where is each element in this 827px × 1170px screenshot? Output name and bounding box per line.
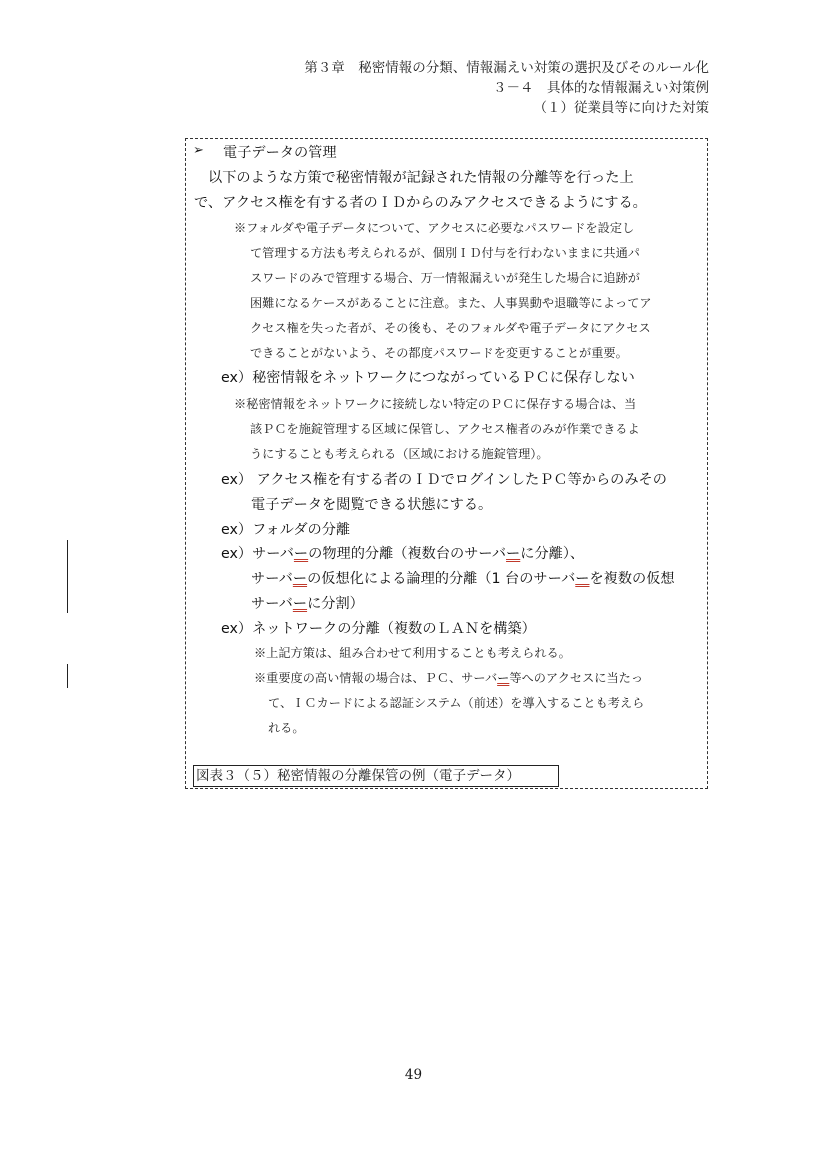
- example-item: ex） アクセス権を有する者のＩＤでログインしたＰＣ等からのみその: [221, 472, 667, 488]
- note-line: うにすることも考えられる（区域における施錠管理）。: [250, 447, 549, 461]
- revised-char: ー: [575, 571, 590, 587]
- example-item-continued: 電子データを閲覧できる状態にする。: [251, 497, 493, 513]
- note-line: て管理する方法も考えられるが、個別ＩＤ付与を行わないままに共通パ: [250, 246, 640, 260]
- text-span: ex）サーバ: [221, 546, 294, 562]
- note-line: [254, 669, 643, 686]
- revision-bar: [67, 664, 68, 688]
- example-item-continued: [251, 593, 364, 613]
- example-item: ex）秘密情報をネットワークにつながっているＰＣに保存しない: [221, 370, 635, 386]
- text-span: に分割）: [307, 596, 364, 612]
- text-span: に分離）、: [520, 546, 585, 562]
- text-span: サーバ: [251, 571, 293, 587]
- note-line: 困難になるケースがあることに注意。また、人事異動や退職等によってア: [250, 296, 652, 310]
- text-span: 等へのアクセスに当たっ: [509, 671, 644, 685]
- text-span: を複数の仮想: [589, 571, 675, 587]
- intro-line: で、アクセス権を有する者のＩＤからのみアクセスできるようにする。: [194, 195, 647, 211]
- note-line: れる。: [268, 721, 305, 735]
- intro-line: 以下のような方策で秘密情報が記録された情報の分離等を行った上: [208, 170, 634, 186]
- note-line: ※フォルダや電子データについて、アクセスに必要なパスワードを設定し: [234, 221, 635, 235]
- arrow-bullet-icon: ➢: [193, 143, 204, 158]
- chapter-header: 第３章 秘密情報の分類、情報漏えい対策の選択及びそのルール化: [304, 60, 709, 76]
- box-heading: 電子データの管理: [223, 145, 337, 161]
- text-span: ※重要度の高い情報の場合は、ＰＣ、サーバ: [254, 671, 498, 685]
- example-item-continued: [251, 568, 675, 588]
- note-line: スワードのみで管理する場合、万一情報漏えいが発生した場合に追跡が: [250, 271, 640, 285]
- page-number: 49: [404, 1067, 423, 1083]
- revised-char: ー: [497, 671, 510, 685]
- subsection-header: （１）従業員等に向けた対策: [533, 100, 709, 116]
- revised-char: ー: [292, 596, 308, 612]
- section-header: ３－４ 具体的な情報漏えい対策例: [493, 80, 709, 96]
- figure-caption: 図表３（５）秘密情報の分離保管の例（電子データ）: [193, 765, 559, 787]
- example-item: [221, 543, 584, 563]
- note-line: て、ＩＣカードによる認証システム（前述）を導入することも考えら: [268, 696, 645, 710]
- revised-char: ー: [293, 546, 309, 562]
- note-line: クセス権を失った者が、その後も、そのフォルダや電子データにアクセス: [250, 321, 651, 335]
- text-span: の物理的分離（複数台のサーバ: [308, 546, 507, 562]
- note-line: 該ＰＣを施錠管理する区域に保管し、アクセス権者のみが作業できるよ: [250, 422, 640, 436]
- revised-char: ー: [506, 546, 521, 562]
- revised-char: ー: [292, 571, 308, 587]
- example-item: ex）フォルダの分離: [221, 522, 351, 538]
- content-box: [185, 138, 708, 789]
- text-span: サーバ: [251, 596, 293, 612]
- note-line: できることがないよう、その都度パスワードを変更することが重要。: [250, 346, 628, 360]
- text-span: の仮想化による論理的分離（1 台のサーバ: [307, 571, 576, 587]
- example-item: ex）ネットワークの分離（複数のＬＡＮを構築）: [221, 621, 536, 637]
- note-line: ※秘密情報をネットワークに接続しない特定のＰＣに保存する場合は、当: [234, 397, 637, 411]
- note-line: ※上記方策は、組み合わせて利用することも考えられる。: [254, 646, 571, 660]
- revision-bar: [67, 540, 68, 613]
